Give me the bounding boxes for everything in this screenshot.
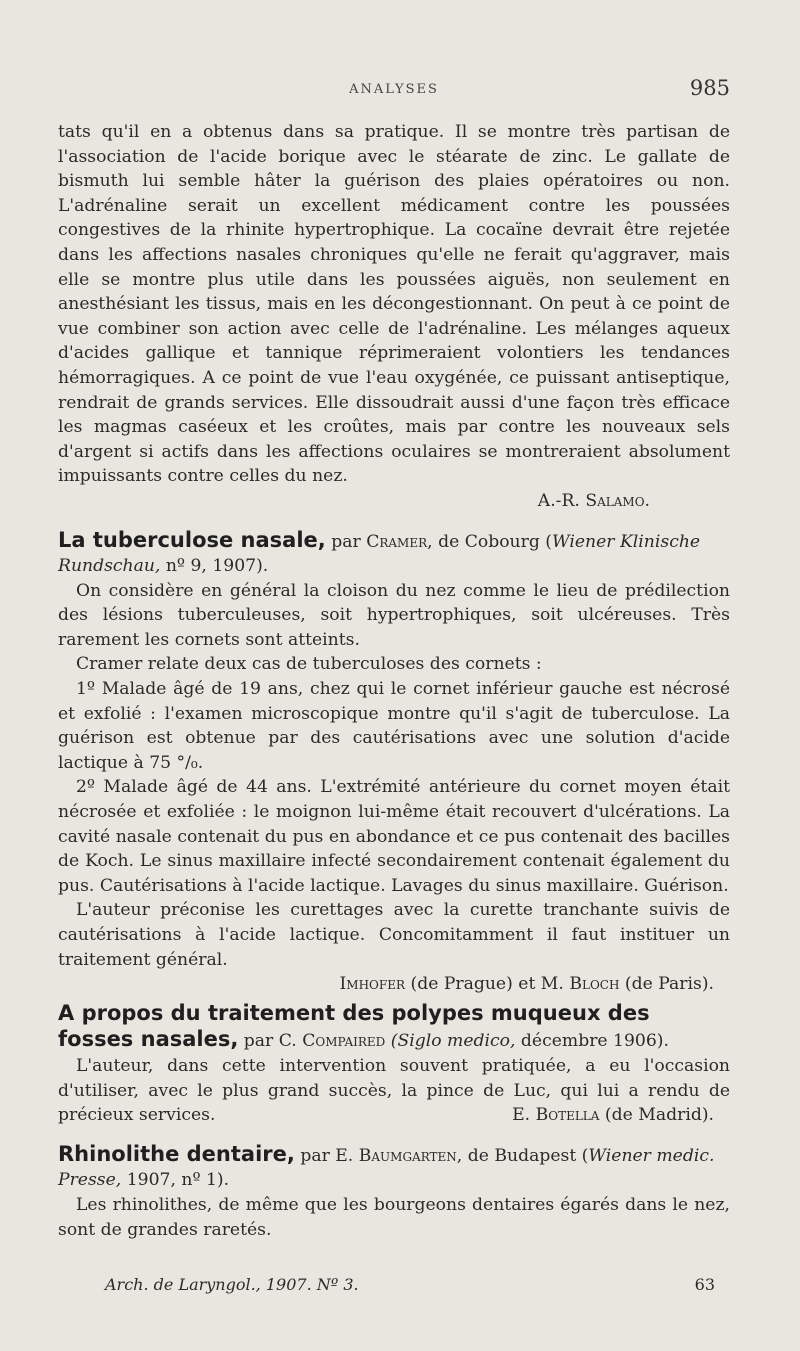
article-heading: A propos du traitement des polypes muqueux des fosses nasales, par C. Compaired (Siglo medico, décembre 1906). bbox=[58, 1000, 669, 1052]
article-signature: E. Botella (de Madrid). bbox=[512, 1105, 714, 1126]
article-author: Compaired bbox=[302, 1031, 386, 1052]
article-paragraph: L'auteur préconise les curettages avec la curette tranchante suivis de cautérisations à l'acide lactique. Concomitamment il faut instituer un traitement général. bbox=[58, 900, 730, 970]
article-author: Cramer, bbox=[366, 531, 433, 552]
article-title: A propos du traitement des polypes muqueux des fosses nasales, bbox=[58, 1000, 650, 1052]
article-rhinolithe-dentaire bbox=[58, 1142, 730, 1242]
intro-signature bbox=[58, 489, 730, 514]
page-body bbox=[58, 120, 730, 1242]
running-title: ANALYSES bbox=[349, 82, 439, 97]
intro-paragraph: tats qu'il en a obtenus dans sa pratique. Il se montre très partisan de l'association de l'acide borique avec le stéarate de zinc. Le gallate de bismuth lui semble hâter la guérison des plaies opératoires ou non. L'adrénaline serait un excellent médicament contre les poussées congestives de la rhinite hypertrophique. La cocaïne devrait être rejetée dans les affections nasales chroniques qu'elle ne ferait qu'aggraver, mais elle se montre plus utile dans les poussées aiguës, non seulement en anesthésiant les tissus, mais en les décongestionnant. On peut à ce point de vue combiner son action avec celle de l'adrénaline. Les mélanges aqueux d'acides gallique et tannique réprimeraient volontiers les tendances hémorragiques. A ce point de vue l'eau oxygénée, ce puissant antiseptique, rendrait de grands services. Elle dissoudrait aussi d'une façon très efficace les magmas caséeux et les croûtes, mais par contre les nouveaux sels d'argent si actifs dans les affections oculaires se montreraient absolument impuissants contre celles du nez. bbox=[58, 122, 730, 487]
article-journal: Wiener Klinische Rundschau, bbox=[58, 531, 701, 577]
article-journal: Wiener medic. Presse, bbox=[58, 1145, 715, 1191]
article-signature: Imhofer (de Prague) et M. Bloch (de Paris). bbox=[339, 974, 714, 995]
page-number: 985 bbox=[689, 76, 730, 100]
intro-signature-text: A.-R. Salamo. bbox=[537, 490, 650, 511]
article-paragraph: Les rhinolithes, de même que les bourgeons dentaires égarés dans le nez, sont de grandes raretés. bbox=[58, 1194, 730, 1240]
article-journal: (Siglo medico, bbox=[390, 1031, 516, 1052]
article-paragraph: Cramer relate deux cas de tuberculoses des cornets : bbox=[76, 654, 542, 675]
sheet-number: 63 bbox=[694, 1275, 715, 1294]
page-header bbox=[58, 76, 730, 112]
footer-journal: Arch. de Laryngol., 1907. Nº 3. bbox=[105, 1275, 359, 1294]
article-title: Rhinolithe dentaire, bbox=[58, 1141, 295, 1166]
article-paragraph: 2º Malade âgé de 44 ans. L'extrémité antérieure du cornet moyen était nécrosée et exfoliée : le moignon lui-même était recouvert d'ulcérations. La cavité nasale contenait du pus en abondance et ce pus contenait des bacilles de Koch. Le sinus maxillaire infecté secondairement contenait également du pus. Cautérisations à l'acide lactique. Lavages du sinus maxillaire. Guérison. bbox=[58, 777, 730, 896]
article-paragraph: On considère en général la cloison du nez comme le lieu de prédilection des lésions tuberculeuses, soit hypertrophiques, soit ulcéreuses. Très rarement les cornets sont atteints. bbox=[58, 580, 730, 650]
article-paragraph: L'auteur, dans cette intervention souvent pratiquée, a eu l'occasion d'utiliser, avec le plus grand succès, la pince de Luc, qui lui a rendu de précieux services. bbox=[58, 1055, 730, 1126]
article-heading: Rhinolithe dentaire, par E. Baumgarten, de Budapest (Wiener medic. Presse, 1907, nº 1). bbox=[58, 1141, 715, 1191]
article-paragraph: 1º Malade âgé de 19 ans, chez qui le cornet inférieur gauche est nécrosé et exfolié : l'examen microscopique montre qu'il s'agit de tuberculose. La guérison est obtenue par des cautérisations avec une solution d'acide lactique à 75 °/₀. bbox=[58, 679, 730, 773]
page-footer bbox=[105, 1275, 715, 1294]
article-polypes-muqueux bbox=[58, 1001, 730, 1128]
article-title: La tuberculose nasale, bbox=[58, 527, 326, 552]
article-heading: La tuberculose nasale, par Cramer, de Cobourg (Wiener Klinische Rundschau, nº 9, 1907). bbox=[58, 527, 701, 577]
article-author: Baumgarten, bbox=[358, 1145, 463, 1166]
article-tuberculose-nasale bbox=[58, 528, 730, 997]
